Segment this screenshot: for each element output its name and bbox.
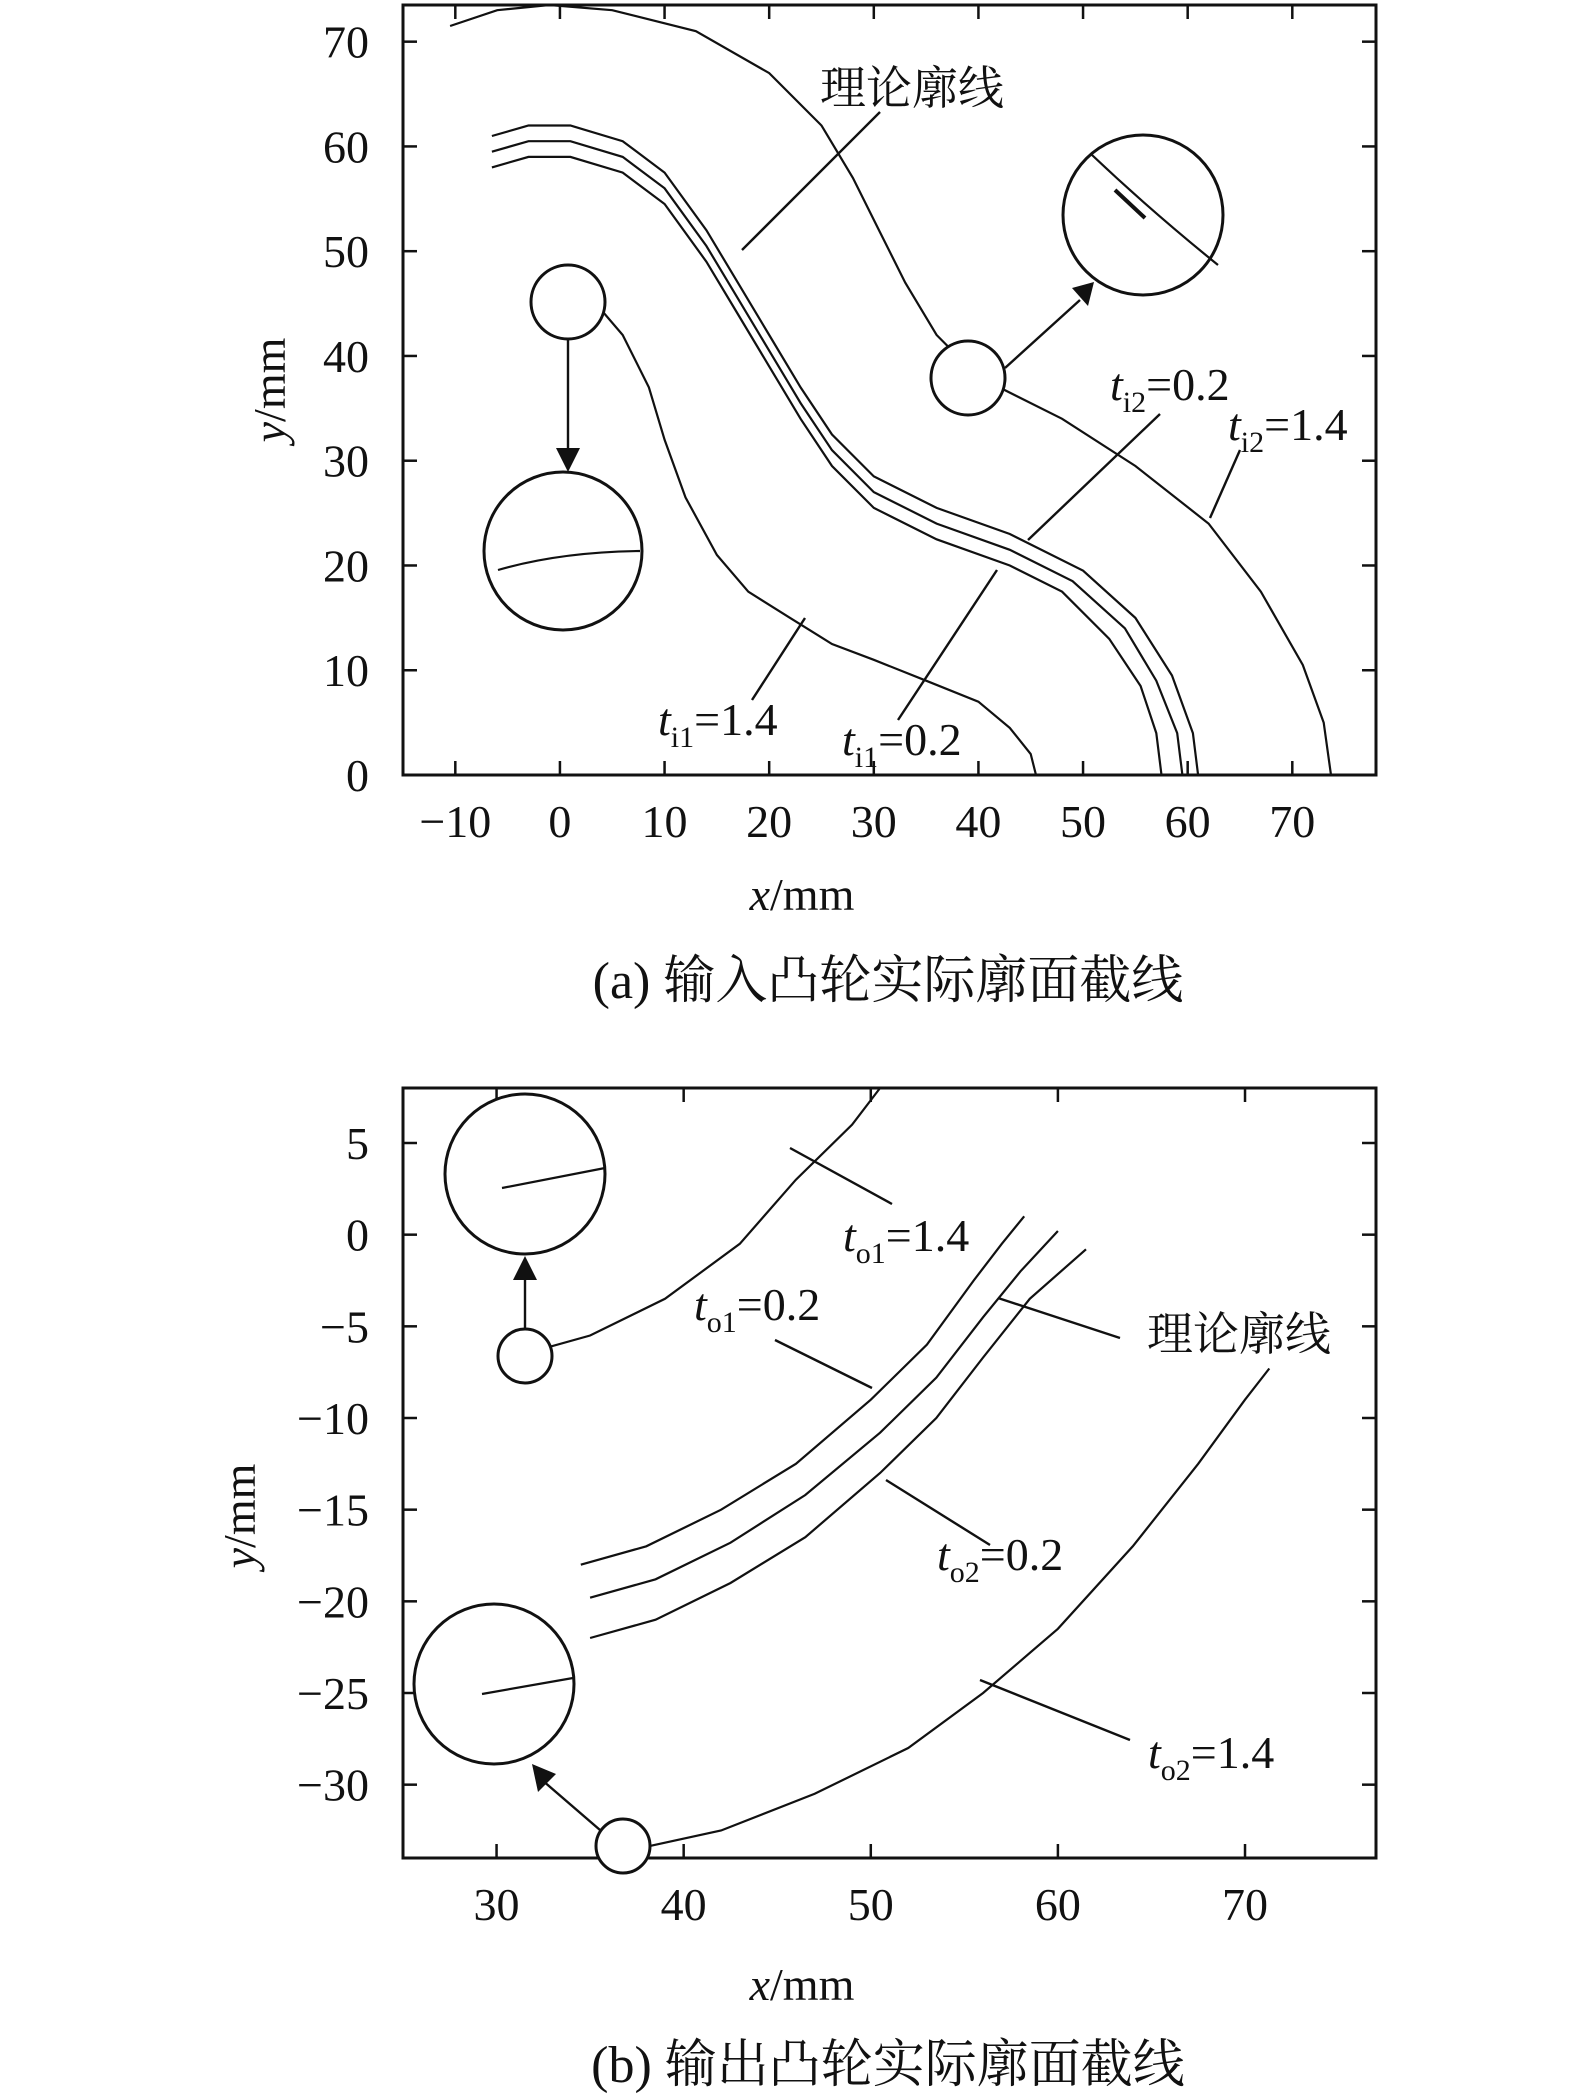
anno-ti1-14: $t_{i1}=1.4$ xyxy=(658,694,778,754)
y-tick-label-a-5: 50 xyxy=(323,226,369,278)
leader-ti2-02 xyxy=(1028,414,1160,540)
x-axis-title-b: x/mm xyxy=(749,1959,855,2010)
chart-b-svg xyxy=(0,1070,1575,2100)
caption-b: (b) 输出凸轮实际廓面截线 xyxy=(591,2037,1185,2094)
arrow-head-a1 xyxy=(556,448,580,472)
x-tick-label-a-1: 0 xyxy=(548,796,572,847)
chart-a-svg xyxy=(0,0,1575,1030)
anno-to1-14: $t_{o1}=1.4$ xyxy=(843,1210,970,1270)
zoom-arrow-b2 xyxy=(542,1780,600,1830)
y-tick-label-b-6: −25 xyxy=(297,1668,369,1719)
y-tick-label-b-7: −30 xyxy=(297,1759,369,1811)
anno-to2-14: $t_{o2}=1.4$ xyxy=(1148,1727,1275,1787)
y-tick-label-b-5: −20 xyxy=(297,1576,369,1628)
x-tick-label-b-0: 30 xyxy=(473,1879,520,1930)
y-tick-label-a-7: 70 xyxy=(323,16,369,68)
y-tick-label-a-0: 0 xyxy=(346,750,369,801)
leader-ti1-02 xyxy=(898,570,997,720)
x-tick-label-b-4: 70 xyxy=(1222,1879,1269,1930)
figure-a xyxy=(0,0,1575,1030)
y-tick-label-a-2: 20 xyxy=(323,540,369,592)
series-line-a-4 xyxy=(492,157,1162,775)
y-axis-title-b: y/mm xyxy=(214,1463,265,1569)
x-tick-label-b-3: 60 xyxy=(1034,1879,1081,1930)
y-tick-label-a-3: 30 xyxy=(323,435,369,487)
zoom-circle-small-b2 xyxy=(596,1819,650,1873)
anno-ti2-14: $t_{i2}=1.4$ xyxy=(1228,399,1348,459)
y-tick-label-b-0: 5 xyxy=(346,1118,369,1169)
y-tick-label-a-1: 10 xyxy=(323,645,369,697)
y-tick-label-b-3: −10 xyxy=(297,1393,369,1444)
zoom-detail-a1 xyxy=(484,265,642,630)
leader-theory-b xyxy=(998,1298,1120,1338)
anno-ti2-02: $t_{i2}=0.2$ xyxy=(1110,359,1230,419)
zoom-circle-small-a2 xyxy=(931,341,1005,415)
y-tick-label-a-6: 60 xyxy=(323,121,369,173)
anno-ti1-02: $t_{i1}=0.2$ xyxy=(842,714,962,774)
zoom-detail-b1 xyxy=(445,1094,605,1383)
anno-to1-02: $t_{o1}=0.2$ xyxy=(694,1279,821,1339)
x-tick-label-a-3: 20 xyxy=(746,796,793,847)
caption-a: (a) 输入凸轮实际廓面截线 xyxy=(592,953,1184,1010)
x-tick-label-a-6: 50 xyxy=(1060,796,1107,847)
zoom-detail-b2 xyxy=(414,1604,650,1873)
leader-ti2-14 xyxy=(1210,450,1240,518)
annotations-a xyxy=(658,63,1348,774)
y-axis-title-a: y/mm xyxy=(244,337,295,443)
leader-ti1-14 xyxy=(752,618,805,700)
x-tick-label-a-5: 40 xyxy=(955,796,1002,847)
arrow-head-b1 xyxy=(513,1256,537,1280)
x-tick-label-b-2: 50 xyxy=(847,1879,894,1930)
y-tick-label-b-1: 0 xyxy=(346,1209,369,1261)
x-tick-label-b-1: 40 xyxy=(660,1879,707,1930)
x-axis-title-a: x/mm xyxy=(749,869,855,920)
zoom-circle-large-b1 xyxy=(445,1094,605,1254)
x-tick-label-a-4: 30 xyxy=(850,796,897,847)
zoom-arrow-a2 xyxy=(1005,300,1080,368)
leader-to1-14 xyxy=(790,1148,892,1204)
y-tick-label-a-4: 40 xyxy=(323,330,369,382)
leader-theory-a xyxy=(742,112,880,250)
anno-to2-02: $t_{o2}=0.2$ xyxy=(937,1529,1064,1589)
zoom-circle-small-b1 xyxy=(498,1329,552,1383)
x-tick-label-a-8: 70 xyxy=(1269,796,1316,847)
x-tick-label-a-7: 60 xyxy=(1164,796,1211,847)
plot-frame-a xyxy=(403,5,1376,775)
anno-theory-b: 理论廓线 xyxy=(1147,1309,1331,1360)
zoom-circle-large-b2 xyxy=(414,1604,574,1764)
zoom-circle-small-a1 xyxy=(531,265,605,339)
anno-theory-a: 理论廓线 xyxy=(820,63,1004,114)
x-tick-label-a-2: 10 xyxy=(641,796,688,847)
x-tick-label-a-0: −10 xyxy=(419,796,492,847)
leader-to1-02 xyxy=(775,1340,872,1388)
y-tick-label-b-2: −5 xyxy=(320,1301,369,1353)
figure-b xyxy=(0,1070,1575,2100)
arrow-head-a2 xyxy=(1072,282,1094,306)
leader-to2-14 xyxy=(980,1680,1130,1740)
y-tick-label-b-4: −15 xyxy=(297,1484,369,1536)
